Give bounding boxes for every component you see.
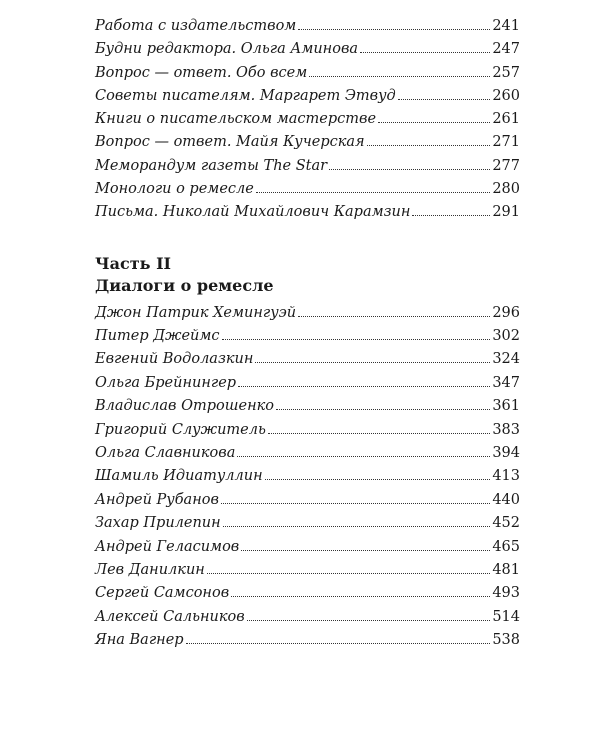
toc-entry [95,585,520,608]
toc-entry [95,111,520,134]
toc-entry-title: Вопрос — ответ. Обо всем [95,64,308,81]
toc-entry-page: 538 [492,632,520,649]
toc-entry-page: 280 [492,181,520,198]
toc-entry [95,422,520,445]
toc-entry-page: 257 [492,64,520,81]
toc-entry-page: 493 [492,585,520,602]
toc-entry-page: 413 [492,468,520,485]
dot-leader [265,478,491,480]
toc-entry [95,375,520,398]
toc-entry-page: 302 [492,328,520,345]
dot-leader [223,525,491,527]
toc-entry-page: 452 [492,515,520,532]
toc-entry [95,609,520,632]
toc-entry-title: Яна Вагнер [95,632,184,649]
toc-entry [95,398,520,421]
toc-entry-title: Меморандум газеты The Star [95,157,328,174]
toc-entry-title: Советы писателям. Маргарет Этвуд [95,87,396,104]
dot-leader [367,144,491,146]
toc-entry [95,351,520,374]
toc-entry-title: Лев Данилкин [95,561,205,578]
toc-page [95,18,520,656]
toc-entry-title: Джон Патрик Хемингуэй [95,304,297,321]
toc-entry-title: Вопрос — ответ. Майя Кучерская [95,134,365,151]
toc-entry-page: 440 [492,491,520,508]
toc-entry-page: 514 [492,608,520,625]
dot-leader [268,432,490,434]
dot-leader [309,75,490,77]
dot-leader [398,98,491,100]
toc-entry [95,632,520,655]
toc-entry-page: 291 [492,204,520,221]
toc-entry-title: Ольга Брейнингер [95,374,237,391]
toc-entry-title: Евгений Водолазкин [95,351,254,368]
toc-entry [95,468,520,491]
dot-leader [238,385,490,387]
dot-leader [247,619,491,621]
toc-entry [95,158,520,181]
toc-entry [95,88,520,111]
toc-entry-page: 394 [492,445,520,462]
dot-leader [237,455,490,457]
dot-leader [412,214,490,216]
toc-entry [95,204,520,227]
toc-entry-title: Монологи о ремесле [95,181,254,198]
toc-entry-page: 277 [492,157,520,174]
toc-entry-title: Будни редактора. Ольга Аминова [95,41,359,58]
dot-leader [360,51,490,53]
dot-leader [298,28,490,30]
toc-entry-title: Владислав Отрошенко [95,398,275,415]
toc-entry-page: 247 [492,41,520,58]
toc-list-part2 [95,305,520,656]
toc-entry-page: 271 [492,134,520,151]
toc-entry-title: Сергей Самсонов [95,585,230,602]
toc-entry-title: Андрей Геласимов [95,538,240,555]
dot-leader [241,549,490,551]
dot-leader [207,572,490,574]
toc-entry [95,181,520,204]
toc-entry-page: 261 [492,111,520,128]
dot-leader [186,642,491,644]
toc-entry [95,562,520,585]
toc-entry-title: Работа с издательством [95,18,297,34]
dot-leader [231,595,490,597]
toc-entry [95,328,520,351]
dot-leader [222,338,491,340]
dot-leader [276,408,490,410]
part-heading-block [95,253,520,297]
toc-entry [95,18,520,41]
toc-entry-title: Письма. Николай Михайлович Карамзин [95,204,411,221]
toc-entry-page: 260 [492,87,520,104]
dot-leader [255,361,490,363]
part-label: Часть II [95,253,172,273]
toc-entry-page: 465 [492,538,520,555]
toc-entry-title: Шамиль Идиатуллин [95,468,263,485]
dot-leader [378,121,490,123]
toc-entry [95,134,520,157]
dot-leader [298,315,490,317]
part-title: Диалоги о ремесле [95,275,274,295]
toc-entry [95,65,520,88]
toc-entry-title: Книги о писательском мастерстве [95,111,377,128]
toc-entry-title: Андрей Рубанов [95,491,219,508]
toc-entry-page: 296 [492,304,520,321]
dot-leader [329,168,490,170]
toc-entry-title: Григорий Служитель [95,421,266,438]
toc-entry-page: 383 [492,421,520,438]
toc-entry-page: 361 [492,398,520,415]
toc-entry [95,445,520,468]
toc-entry-title: Питер Джеймс [95,328,220,345]
toc-entry [95,305,520,328]
toc-entry [95,515,520,538]
toc-entry-title: Алексей Сальников [95,608,245,625]
toc-entry-title: Ольга Славникова [95,445,236,462]
toc-entry-page: 347 [492,374,520,391]
dot-leader [256,191,490,193]
toc-entry-page: 241 [492,18,520,34]
toc-entry-page: 324 [492,351,520,368]
toc-list-top [95,18,520,228]
toc-entry [95,41,520,64]
dot-leader [221,502,490,504]
toc-entry-page: 481 [492,561,520,578]
toc-entry [95,539,520,562]
toc-entry [95,492,520,515]
toc-entry-title: Захар Прилепин [95,515,221,532]
